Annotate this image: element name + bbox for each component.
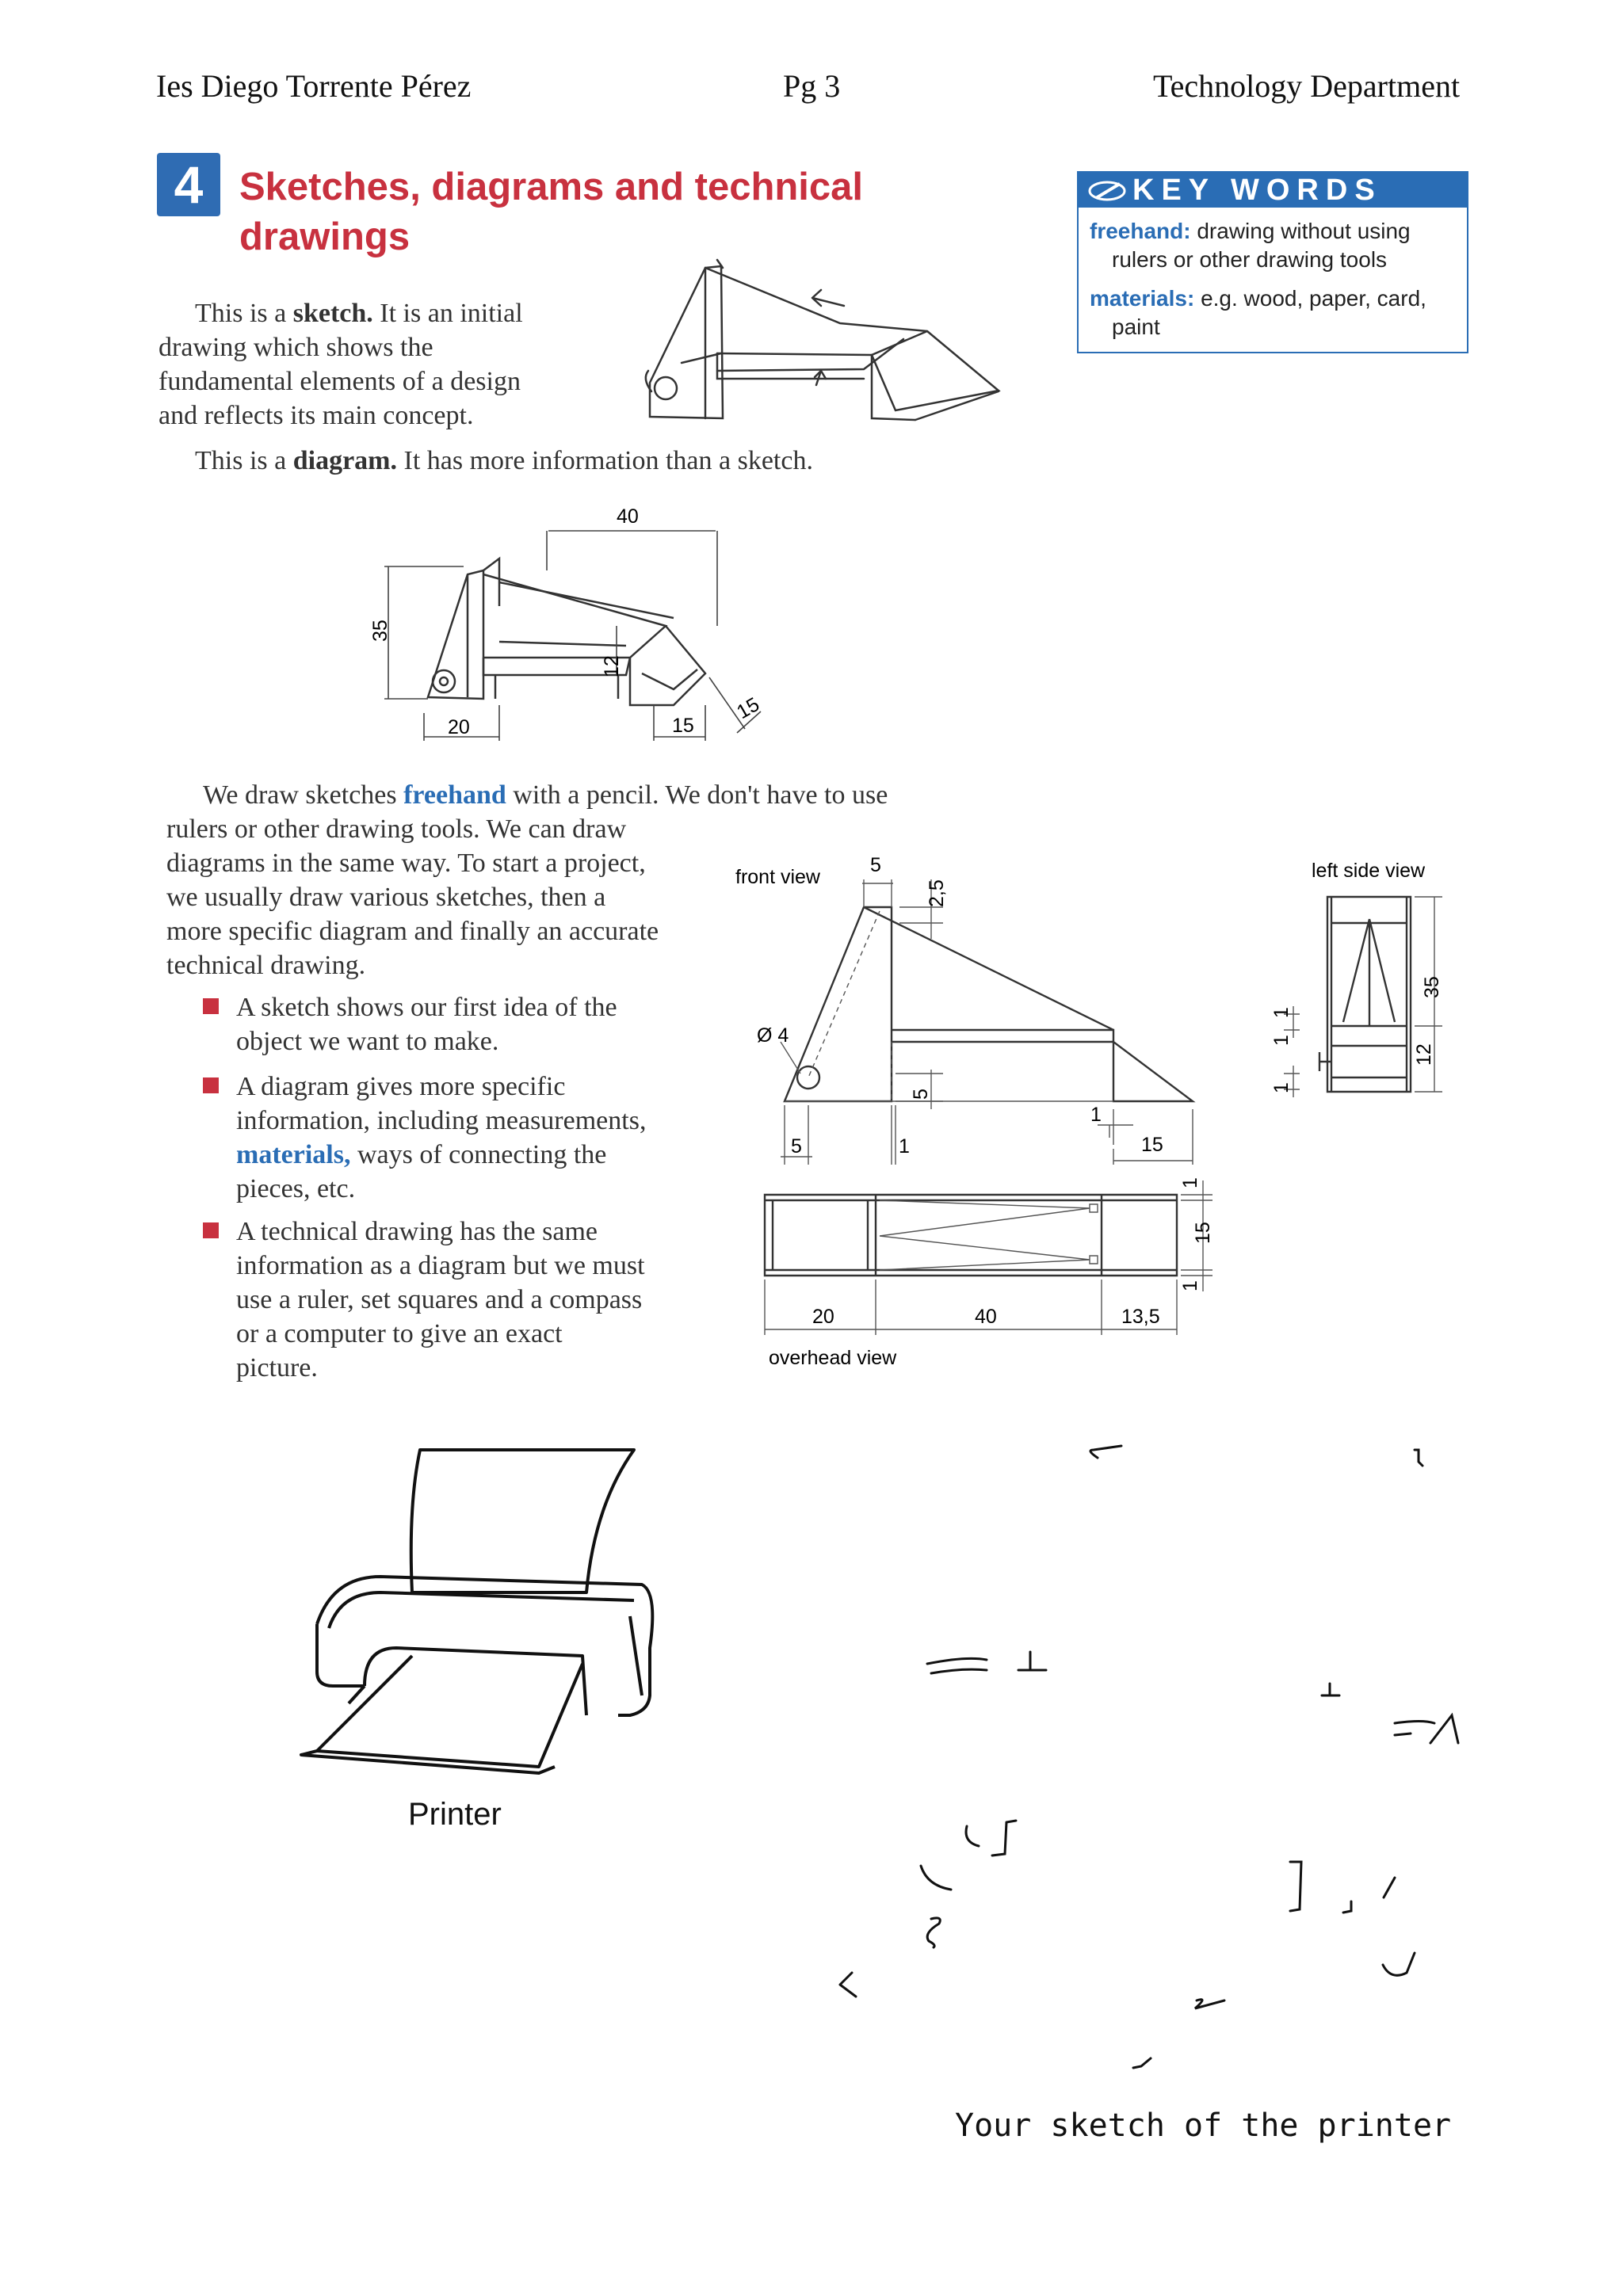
bullet-line: A diagram gives more specific [236, 1072, 566, 1101]
side-dim-1-a: 1 [1270, 1007, 1293, 1018]
key-word-freehand [1090, 217, 1462, 274]
bullet-line: ways of connecting the [357, 1140, 607, 1169]
overhead-dim-1-bottom: 1 [1179, 1280, 1201, 1291]
bullet-keyword-materials: materials, [236, 1140, 351, 1169]
bullet-marker [203, 998, 219, 1014]
key-word-term: freehand: [1090, 219, 1191, 243]
key-word-materials [1090, 284, 1462, 341]
body-line-2: rulers or other drawing tools. We can draw [166, 814, 627, 844]
bullet-line: information as a diagram but we must [236, 1251, 645, 1280]
side-dim-35: 35 [1421, 976, 1443, 998]
diagram-rest: It has more information than a sketch. [403, 446, 813, 475]
overhead-dim-20: 20 [812, 1306, 834, 1328]
key-word-definition: drawing without using [1197, 219, 1411, 243]
overhead-view-label: overhead view [769, 1347, 897, 1369]
key-words-box [1077, 171, 1468, 353]
key-words-heading-text: KEY WORDS [1132, 174, 1382, 207]
overhead-dim-15: 15 [1192, 1222, 1214, 1244]
dim-bottom-mid: 15 [672, 715, 694, 737]
sketch-bold: sketch. [292, 299, 373, 328]
diagram-drawing [365, 499, 808, 761]
body-keyword-freehand: freehand [403, 780, 506, 810]
bullet-line: information, including measurements, [236, 1106, 647, 1135]
bullet-line: pieces, etc. [236, 1174, 356, 1203]
key-word-definition-2: rulers or other drawing tools [1112, 247, 1388, 272]
body-p1-b: with a pencil. We don't have to use [513, 780, 888, 810]
key-word-definition: e.g. wood, paper, card, [1201, 286, 1426, 311]
left-side-view-label: left side view [1312, 860, 1426, 882]
front-dim-1-bottom: 1 [899, 1135, 910, 1158]
key-words-heading [1079, 173, 1467, 208]
dim-mid: 12 [601, 655, 623, 677]
body-line-6: technical drawing. [166, 951, 366, 980]
sketch-rest: It is an initial [380, 299, 523, 328]
bullet-line: or a computer to give an exact [236, 1319, 563, 1348]
body-p1-a: We draw sketches [203, 780, 397, 810]
bullet-diagram [203, 1070, 710, 1212]
sketch-line-2: drawing which shows the [158, 333, 433, 362]
sketch-area-marks [761, 1426, 1474, 2092]
header-department: Technology Department [1153, 68, 1461, 104]
front-dim-5-top: 5 [870, 854, 881, 876]
front-dim-5-mid: 5 [910, 1089, 932, 1100]
overhead-dim-40: 40 [975, 1306, 997, 1328]
bullet-line: picture. [236, 1353, 318, 1383]
side-dim-12: 12 [1413, 1043, 1435, 1066]
printer-caption: Printer [408, 1797, 502, 1832]
bullet-line: use a ruler, set squares and a compass [236, 1285, 643, 1314]
dim-bottom-right: 15 [733, 693, 764, 724]
pencil-icon [1088, 179, 1129, 203]
diagram-sentence [195, 444, 987, 478]
printer-illustration [269, 1434, 666, 1798]
bullet-line: object we want to make. [236, 1027, 499, 1056]
side-dim-1-b: 1 [1270, 1035, 1293, 1046]
bullet-line: A technical drawing has the same [236, 1217, 598, 1246]
overhead-dim-1-top: 1 [1179, 1177, 1201, 1188]
technical-drawing [729, 848, 1522, 1386]
overhead-dim-135: 13,5 [1121, 1306, 1160, 1328]
bullet-sketch [203, 990, 710, 1062]
front-dim-5-bottom: 5 [791, 1135, 802, 1158]
sketch-paragraph [158, 296, 634, 433]
sketch-line-3: fundamental elements of a design [158, 367, 521, 396]
front-view-label: front view [735, 866, 820, 888]
bullet-technical-drawing [203, 1215, 710, 1389]
section-number: 4 [157, 153, 220, 216]
sketch-caption: Your sketch of the printer [955, 2107, 1452, 2144]
bullet-marker [203, 1222, 219, 1238]
front-dim-diameter: Ø 4 [757, 1024, 789, 1047]
header-school: Ies Diego Torrente Pérez [156, 68, 472, 104]
key-word-term: materials: [1090, 286, 1195, 311]
sketch-lead: This is a [195, 299, 287, 328]
body-line-5: more specific diagram and finally an accurate [166, 917, 659, 946]
body-line-3: diagrams in the same way. To start a project, [166, 849, 646, 878]
diagram-lead: This is a [195, 446, 287, 475]
dim-left: 35 [369, 620, 391, 642]
body-line-4: we usually draw various sketches, then a [166, 883, 606, 912]
section-title: Sketches, diagrams and technical drawings [239, 166, 864, 258]
dim-bottom-left: 20 [448, 716, 470, 738]
sketch-drawing [634, 252, 1014, 434]
front-dim-15: 15 [1141, 1134, 1163, 1156]
diagram-bold: diagram. [292, 446, 397, 475]
key-word-definition-2: paint [1112, 315, 1160, 339]
bullet-marker [203, 1077, 219, 1093]
sketch-line-4: and reflects its main concept. [158, 401, 474, 430]
header-page-number: Pg 3 [783, 68, 841, 104]
front-dim-1-right: 1 [1090, 1104, 1102, 1126]
dim-top: 40 [617, 505, 639, 528]
side-dim-1-c: 1 [1270, 1082, 1293, 1093]
bullet-line: A sketch shows our first idea of the [236, 993, 617, 1022]
front-dim-25: 2,5 [926, 879, 948, 907]
